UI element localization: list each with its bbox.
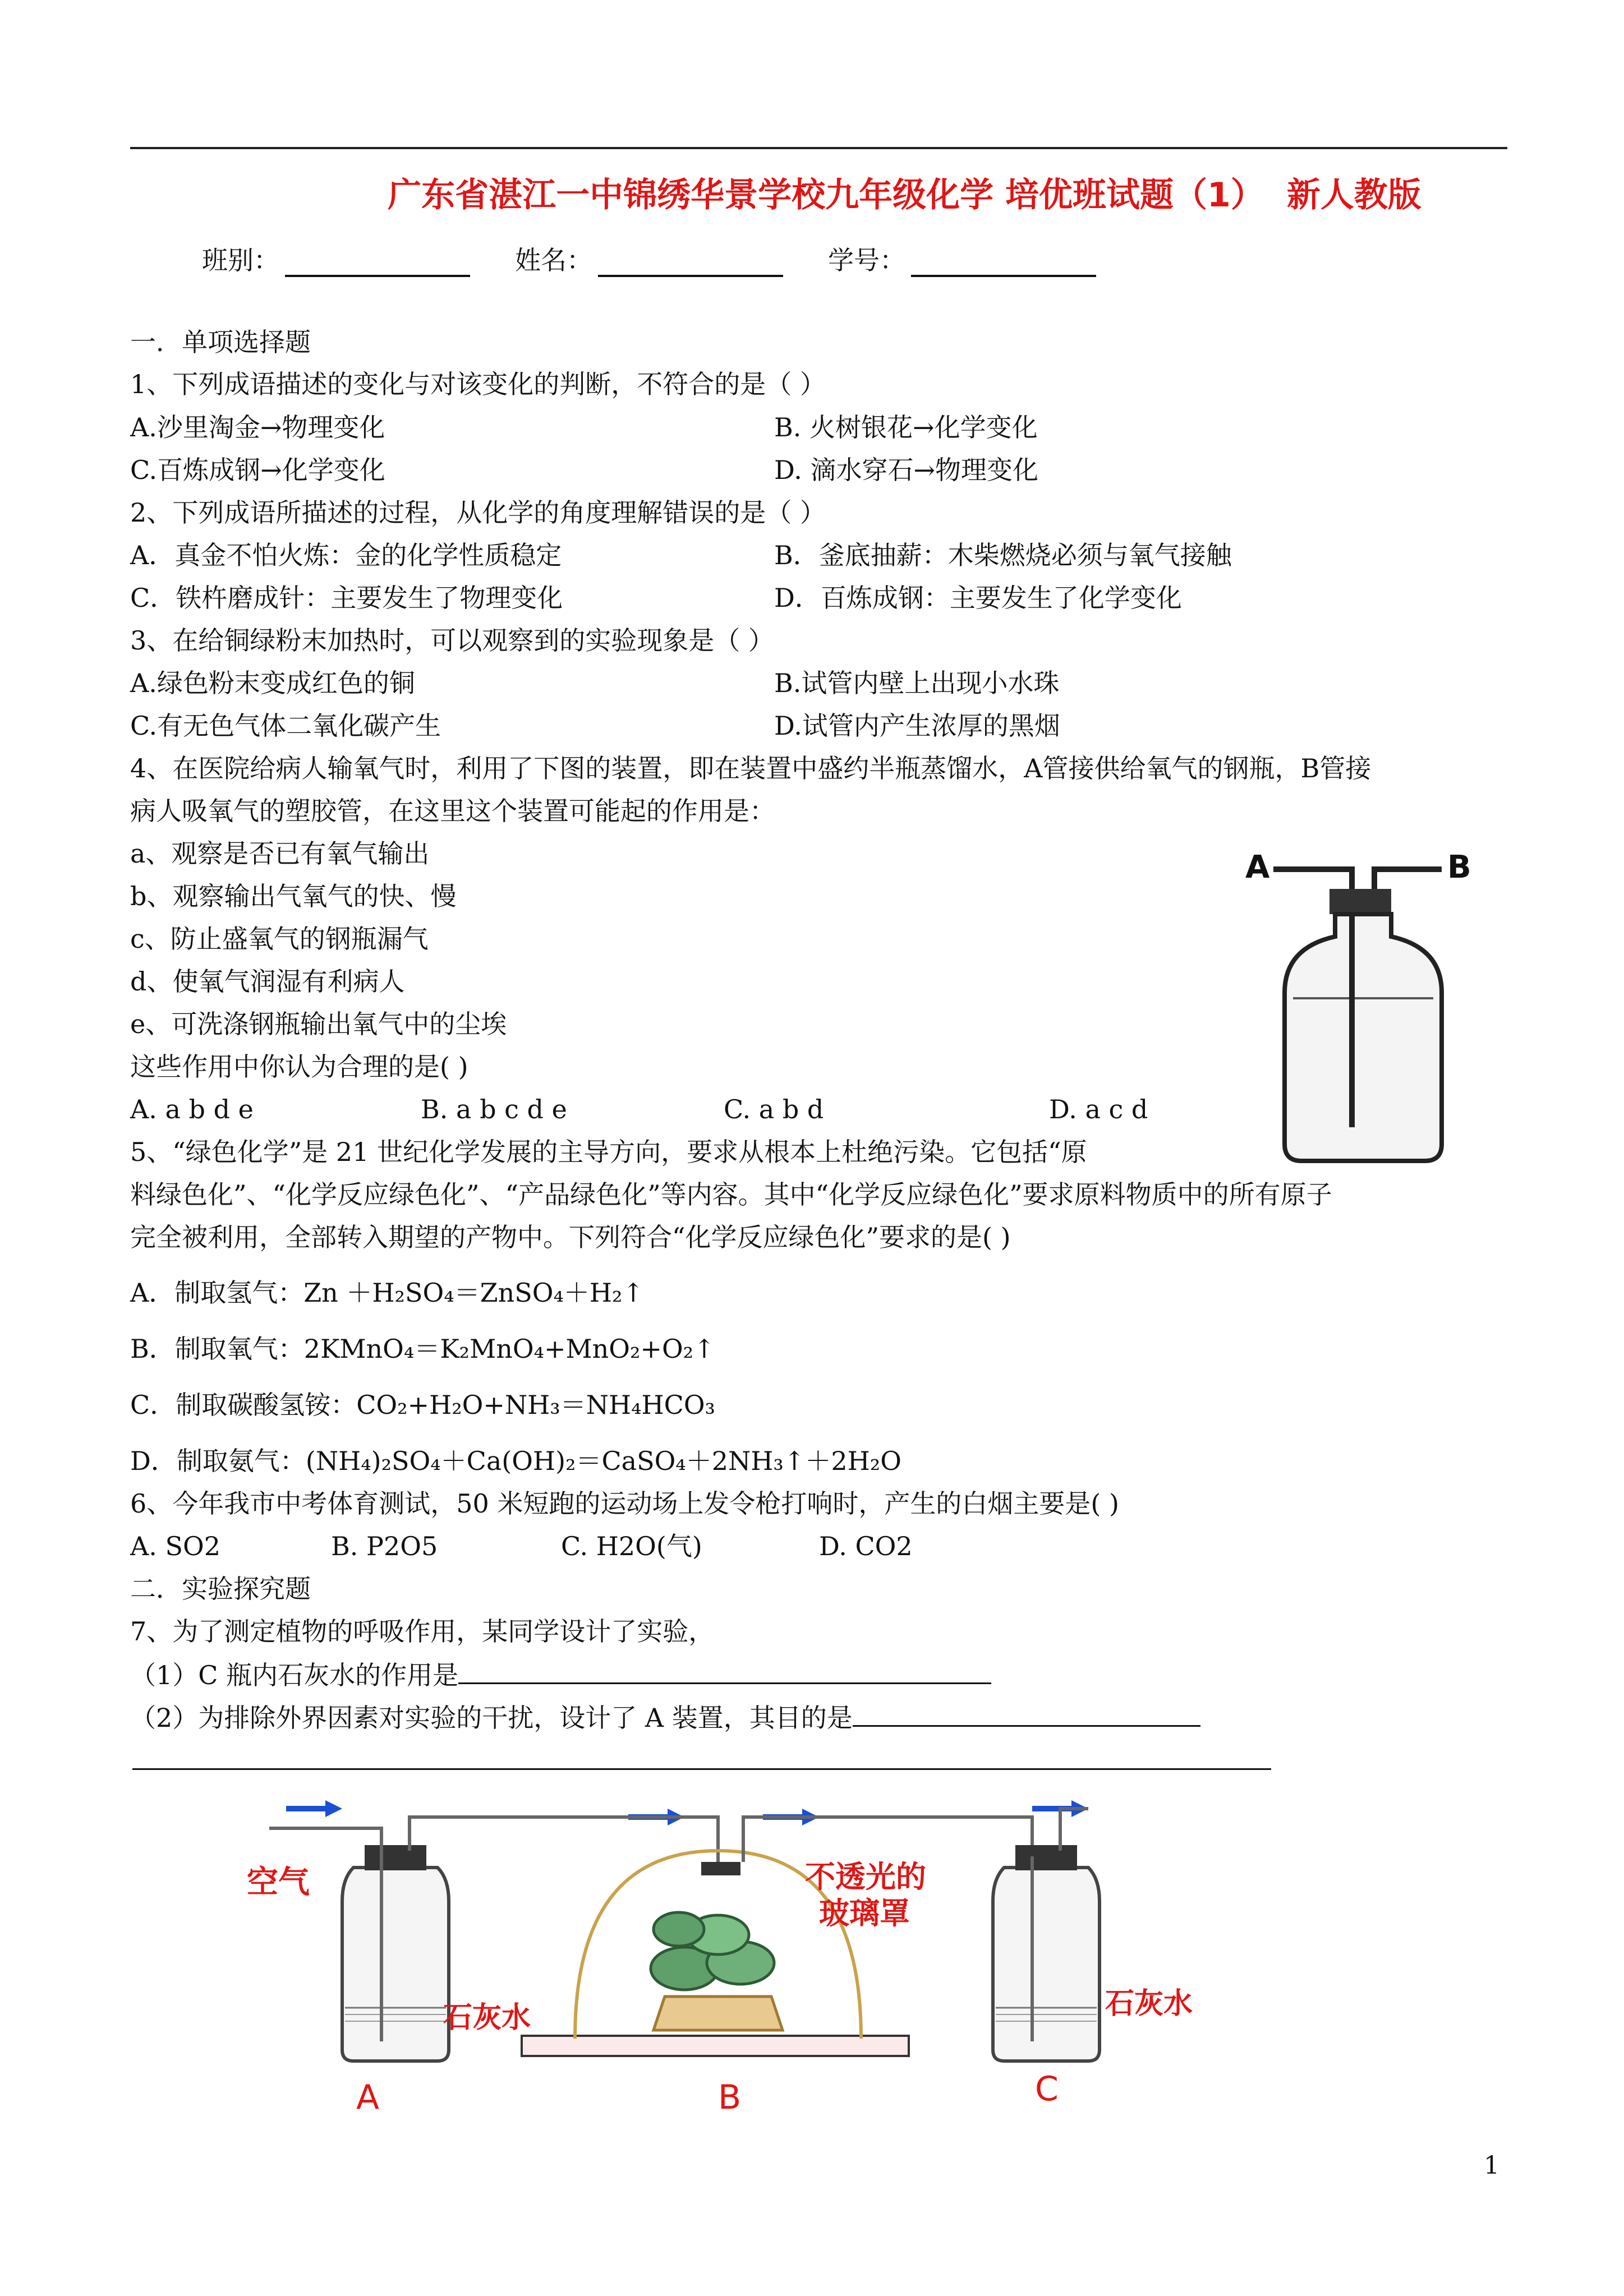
q6-stem: 6、今年我市中考体育测试，50 米短跑的运动场上发令枪打响时，产生的白烟主要是( ) xyxy=(130,1488,1119,1519)
header-rule xyxy=(130,147,1507,149)
washing-bottle-figure xyxy=(1234,830,1492,1167)
q7-part1-text: （1）C 瓶内石灰水的作用是 xyxy=(130,1660,459,1690)
student-id-field xyxy=(828,240,1096,277)
q5-option-c: C．制取碳酸氢铵：CO₂+H₂O+NH₃＝NH₄HCO₃ xyxy=(130,1390,715,1420)
section-2-heading: 二．实验探究题 xyxy=(130,1574,311,1604)
q2-option-c: C．铁杵磨成针：主要发生了物理变化 xyxy=(130,583,563,613)
q4-item-a: a、观察是否已有氧气输出 xyxy=(130,838,430,869)
q4-stem-line1: 4、在医院给病人输氧气时，利用了下图的装置，即在装置中盛约半瓶蒸馏水，A管接供给氧气的钢瓶，B管接 xyxy=(130,753,1372,783)
q3-option-a: A.绿色粉末变成红色的铜 xyxy=(130,668,415,698)
fig-label-a: A xyxy=(1245,849,1270,886)
respiration-experiment-figure xyxy=(236,1783,1301,2120)
q7-stem: 7、为了测定植物的呼吸作用，某同学设计了实验， xyxy=(130,1616,715,1647)
q5-option-d: D．制取氨气：(NH₄)₂SO₄＋Ca(OH)₂＝CaSO₄＋2NH₃↑＋2H₂O xyxy=(130,1446,901,1476)
class-label: 班别： xyxy=(202,245,279,275)
q2-option-a: A．真金不怕火炼：金的化学性质稳定 xyxy=(130,540,562,570)
q4-option-d: D. a c d xyxy=(1049,1094,1148,1124)
q6-option-d: D. CO2 xyxy=(819,1531,913,1561)
q4-ask: 这些作用中你认为合理的是( ) xyxy=(130,1052,468,1082)
q6-option-a: A. SO2 xyxy=(130,1531,220,1561)
q3-option-c: C.有无色气体二氧化碳产生 xyxy=(130,711,441,741)
q5-line1: 5、“绿色化学”是 21 世纪化学发展的主导方向，要求从根本上杜绝污染。它包括“原 xyxy=(130,1137,1087,1167)
page-title xyxy=(0,168,1624,216)
title-main: 广东省湛江一中锦绣华景学校九年级化学 培优班试题（1） xyxy=(388,176,1264,215)
title-edition: 新人教版 xyxy=(1286,176,1421,215)
q2-option-b: B．釜底抽薪：木柴燃烧必须与氧气接触 xyxy=(774,540,1232,570)
fig-label-bottle-a: A xyxy=(356,2078,380,2117)
q4-option-c: C. a b d xyxy=(724,1094,824,1124)
fig-label-air: 空气 xyxy=(247,1864,310,1901)
q7-part1 xyxy=(130,1660,991,1690)
id-label: 学号： xyxy=(828,245,905,275)
q2-stem: 2、下列成语所描述的过程，从化学的角度理解错误的是（ ） xyxy=(130,497,826,528)
fig-label-limewater-a: 石灰水 xyxy=(443,2001,531,2035)
q1-option-a: A.沙里淘金→物理变化 xyxy=(130,412,385,442)
q7-part1-blank[interactable] xyxy=(458,1660,991,1684)
name-label: 姓名： xyxy=(515,245,592,275)
q4-item-b: b、观察输出气氧气的快、慢 xyxy=(130,881,457,911)
id-blank[interactable] xyxy=(911,246,1096,277)
class-blank[interactable] xyxy=(285,246,470,277)
q5-line2: 料绿色化”、“化学反应绿色化”、“产品绿色化”等内容。其中“化学反应绿色化”要求原料物质中的所有原子 xyxy=(130,1179,1332,1210)
q1-stem: 1、下列成语描述的变化与对该变化的判断，不符合的是（ ） xyxy=(130,369,826,399)
fig-label-limewater-c: 石灰水 xyxy=(1105,1987,1193,2021)
q7-answer-line[interactable] xyxy=(132,1768,1271,1770)
q4-stem-line2: 病人吸氧气的塑胶管，在这里这个装置可能起的作用是： xyxy=(130,796,775,826)
q4-item-e: e、可洗涤钢瓶输出氧气中的尘埃 xyxy=(130,1009,507,1039)
q3-option-b: B.试管内壁上出现小水珠 xyxy=(774,668,1060,698)
q6-option-b: B. P2O5 xyxy=(331,1531,438,1561)
q4-item-d: d、使氧气润湿有利病人 xyxy=(130,966,405,997)
q4-item-c: c、防止盛氧气的钢瓶漏气 xyxy=(130,924,429,954)
q4-option-a: A. a b d e xyxy=(130,1094,254,1124)
q7-part2-blank[interactable] xyxy=(853,1703,1200,1727)
fig-label-setup-b: B xyxy=(718,2078,742,2117)
q5-option-b: B．制取氧气：2KMnO₄＝K₂MnO₄+MnO₂+O₂↑ xyxy=(130,1334,715,1364)
q3-option-d: D.试管内产生浓厚的黑烟 xyxy=(774,711,1060,741)
q7-part2 xyxy=(130,1703,1200,1732)
section-1-heading: 一．单项选择题 xyxy=(130,327,311,357)
q2-option-d: D．百炼成钢：主要发生了化学变化 xyxy=(774,583,1182,613)
page-number: 1 xyxy=(1484,2151,1499,2180)
fig-label-cover-2: 玻璃罩 xyxy=(819,1896,910,1931)
q7-part2-text: （2）为排除外界因素对实验的干扰，设计了 A 装置，其目的是 xyxy=(130,1703,853,1733)
fig-label-bottle-c: C xyxy=(1035,2069,1059,2109)
q5-line3: 完全被利用，全部转入期望的产物中。下列符合“化学反应绿色化”要求的是( ) xyxy=(130,1222,1011,1252)
name-field xyxy=(515,240,783,277)
fig-label-cover-1: 不透光的 xyxy=(805,1859,926,1894)
q1-option-d: D. 滴水穿石→物理变化 xyxy=(774,455,1039,485)
q3-stem: 3、在给铜绿粉末加热时，可以观察到的实验现象是（ ） xyxy=(130,625,774,656)
q4-option-b: B. a b c d e xyxy=(421,1094,567,1124)
q5-option-a: A．制取氢气：Zn ＋H₂SO₄＝ZnSO₄＋H₂↑ xyxy=(130,1278,645,1308)
q1-option-b: B. 火树银花→化学变化 xyxy=(774,412,1038,442)
class-field xyxy=(202,240,470,277)
q1-option-c: C.百炼成钢→化学变化 xyxy=(130,455,385,485)
q6-option-c: C. H2O(气) xyxy=(561,1531,702,1561)
student-info xyxy=(202,240,1141,277)
fig-label-b: B xyxy=(1447,849,1471,886)
name-blank[interactable] xyxy=(598,246,783,277)
